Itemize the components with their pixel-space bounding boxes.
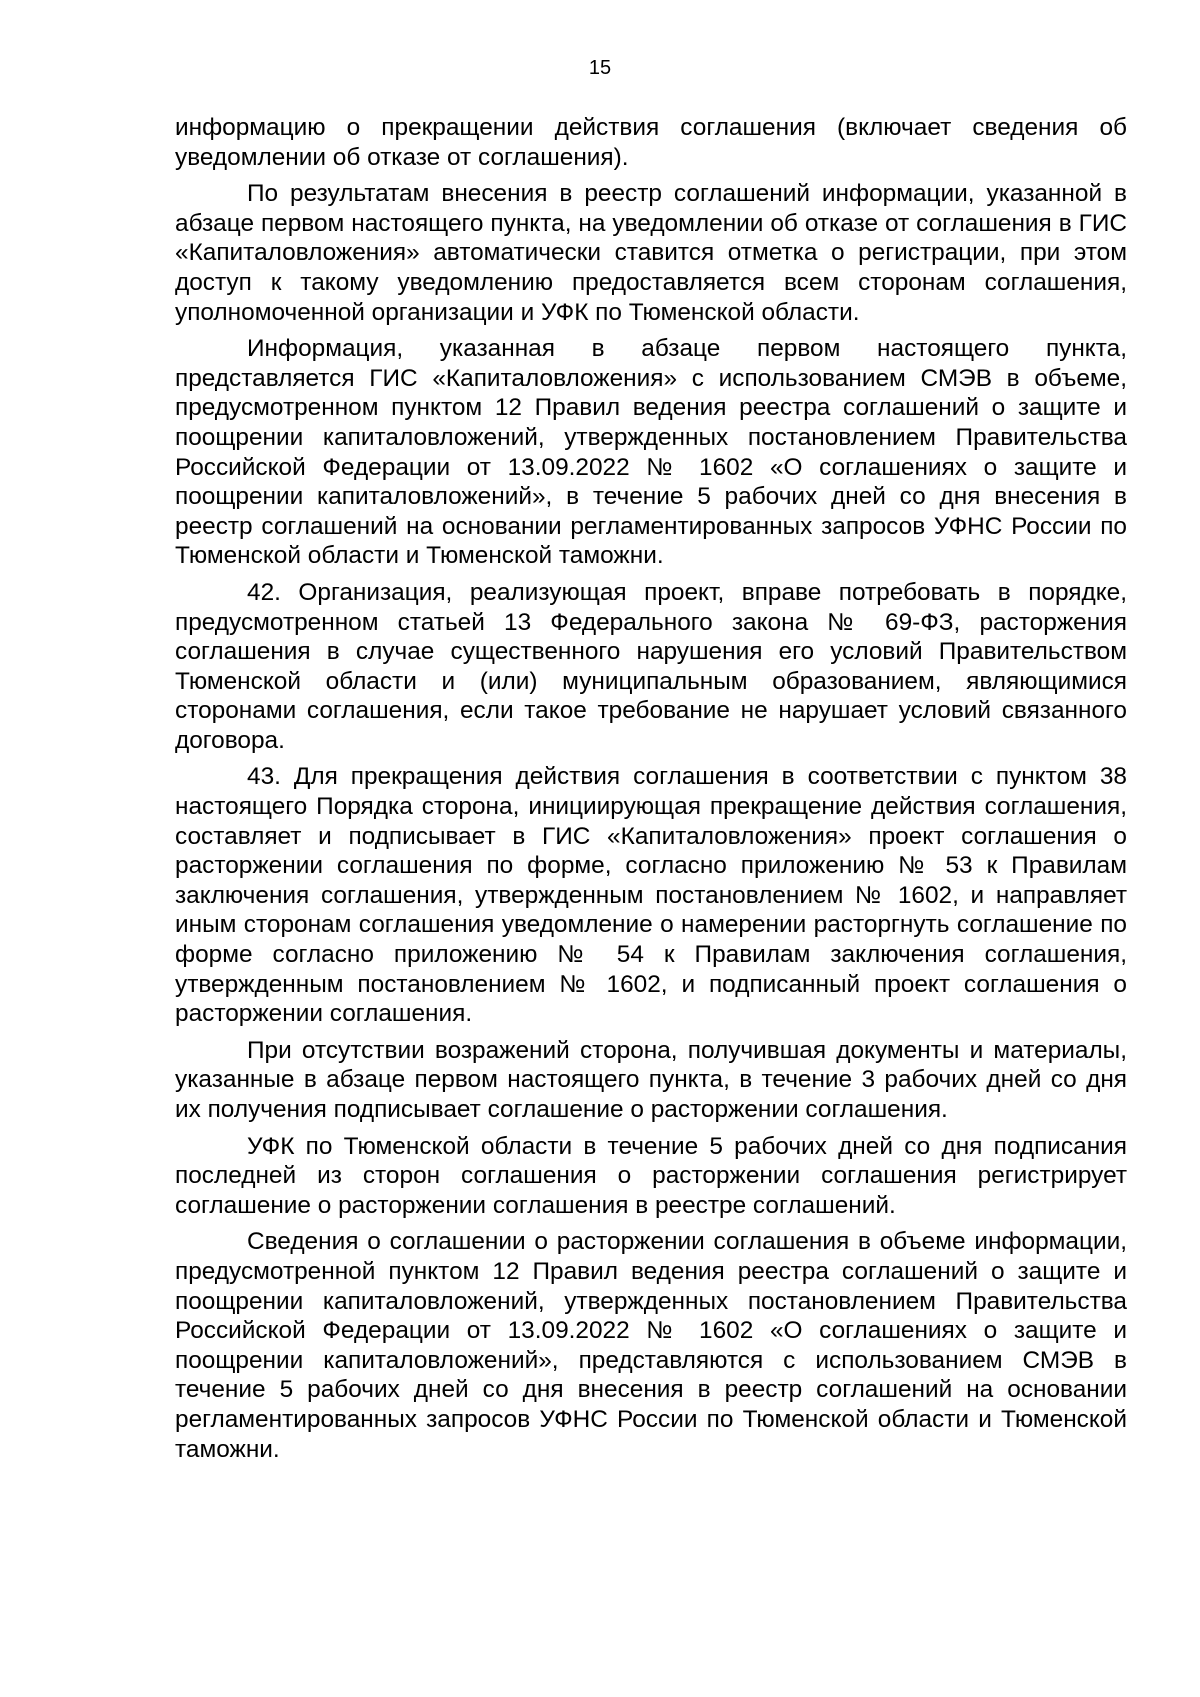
- paragraph-continuation: информацию о прекращении действия соглашения (включает сведения об уведомлении об отказе от соглашения).: [175, 114, 1127, 171]
- paragraph-termination-info: Сведения о соглашении о расторжении соглашения в объеме информации, предусмотренной пунктом 12 Правил ведения реестра соглашений о защите и поощрении капиталовложений, утвержденных постановлением Правительства Российской Федерации от 13.09.2022 № 1602 «О соглашениях о защите и поощрении капиталовложений», представляются с использованием СМЭВ в течение 5 рабочих дней со дня внесения в реестр соглашений на основании регламентированных запросов УФНС России по Тюменской области и Тюменской таможни.: [175, 1228, 1127, 1463]
- document-body: [175, 113, 1127, 1471]
- paragraph-smev-information: Информация, указанная в абзаце первом настоящего пункта, представляется ГИС «Капиталовложения» с использованием СМЭВ в объеме, предусмотренном пунктом 12 Правил ведения реестра соглашений о защите и поощрении капиталовложений, утвержденных постановлением Правительства Российской Федерации от 13.09.2022 № 1602 «О соглашениях о защите и поощрении капиталовложений», в течение 5 рабочих дней со дня внесения в реестр соглашений на основании регламентированных запросов УФНС России по Тюменской области и Тюменской таможни.: [175, 335, 1127, 570]
- paragraph-registry-registration: По результатам внесения в реестр соглашений информации, указанной в абзаце первом настоящего пункта, на уведомлении об отказе от соглашения в ГИС «Капиталовложения» автоматически ставится отметка о регистрации, при этом доступ к такому уведомлению предоставляется всем сторонам соглашения, уполномоченной организации и УФК по Тюменской области.: [175, 180, 1127, 326]
- paragraph-ufk-registration: УФК по Тюменской области в течение 5 рабочих дней со дня подписания последней из сторон соглашения о расторжении соглашения регистрирует соглашение о расторжении соглашения в реестре соглашений.: [175, 1132, 1127, 1219]
- paragraph-item-43: 43. Для прекращения действия соглашения в соответствии с пунктом 38 настоящего Порядка сторона, инициирующая прекращение действия соглашения, составляет и подписывает в ГИС «Капиталовложения» проект соглашения о расторжении соглашения по форме, согласно приложению № 53 к Правилам заключения соглашения, утвержденным постановлением № 1602, и направляет иным сторонам соглашения уведомление о намерении расторгнуть соглашение по форме согласно приложению № 54 к Правилам заключения соглашения, утвержденным постановлением № 1602, и подписанный проект соглашения о расторжении соглашения.: [175, 763, 1127, 1028]
- paragraph-item-42: 42. Организация, реализующая проект, вправе потребовать в порядке, предусмотренном статьей 13 Федерального закона № 69-ФЗ, расторжения соглашения в случае существенного нарушения его условий Правительством Тюменской области и (или) муниципальным образованием, являющимися сторонами соглашения, если такое требование не нарушает условий связанного договора.: [175, 578, 1127, 754]
- paragraph-no-objections: При отсутствии возражений сторона, получившая документы и материалы, указанные в абзаце первом настоящего пункта, в течение 3 рабочих дней со дня их получения подписывает соглашение о расторжении соглашения.: [175, 1036, 1127, 1123]
- page-number: 15: [588, 57, 612, 79]
